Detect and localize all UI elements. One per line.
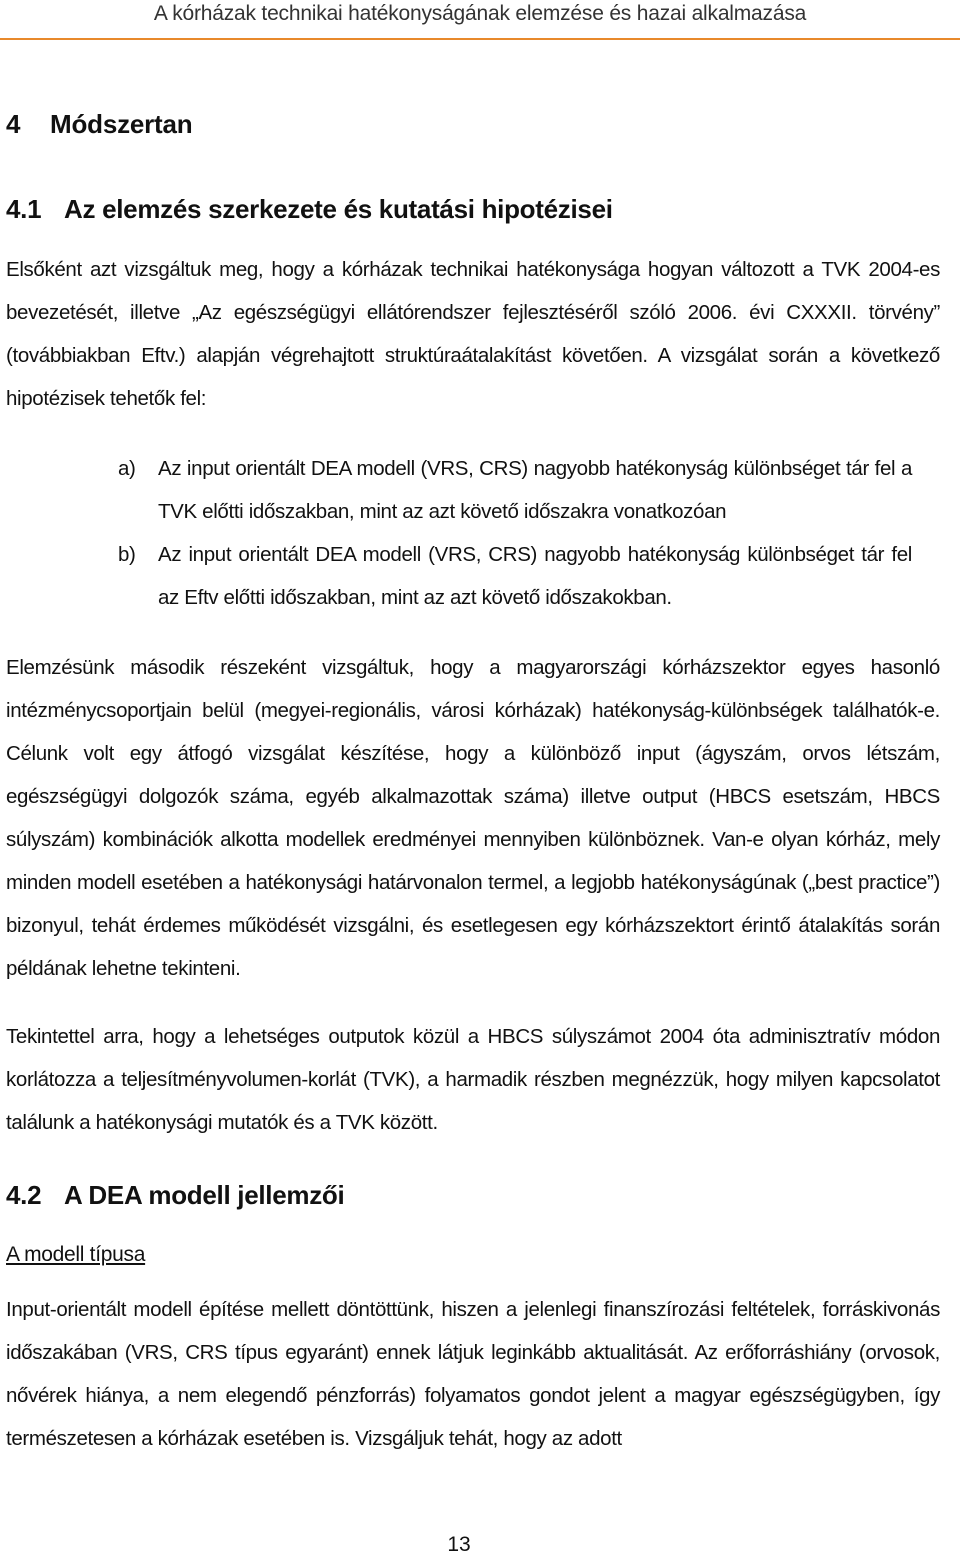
section-4-1-title: Az elemzés szerkezete és kutatási hipotézisei	[64, 194, 613, 224]
hypothesis-a	[118, 447, 912, 533]
paragraph-second-part: Elemzésünk második részeként vizsgáltuk, hogy a magyarországi kórházszektor egyes hasonló intézménycsoportjain belül (megyei-regionális, városi kórházak) hatékonyság-különbségek találhatók-e. Célunk volt egy átfogó vizsgálat készítése, hogy a különböző input (ágyszám, orvos létszám, egészségügyi dolgozók száma, egyéb alkalmazottak száma) illetve output (HBCS esetszám, HBCS súlyszám) kombinációk alkotta modellek eredményei mennyiben különböznek. Van-e olyan kórház, mely minden modell esetében a hatékonysági határvonalon termel, a legjobb hatékonyságúnak („best practice”) bizonyul, tehát érdemes működését vizsgálni, és esetlegesen egy kórházszektort érintő átalakítás során példának lehetne tekinteni.	[6, 656, 940, 980]
section-4-1-heading	[6, 193, 613, 225]
running-header-title: A kórházak technikai hatékonyságának elemzése és hazai alkalmazása	[153, 2, 807, 25]
section-4-2-number: 4.2	[6, 1180, 42, 1210]
paragraph-third-part: Tekintettel arra, hogy a lehetséges outputok közül a HBCS súlyszámot 2004 óta adminisztratív módon korlátozza a teljesítményvolumen-korlát (TVK), a harmadik részben megnézzük, hogy milyen kapcsolatot találunk a hatékonysági mutatók és a TVK között.	[6, 1025, 940, 1134]
section-4-2-heading	[6, 1179, 344, 1211]
section-4-number: 4	[6, 109, 21, 139]
running-header	[0, 0, 960, 40]
section-4-heading	[6, 108, 192, 140]
paragraph-intro: Elsőként azt vizsgáltuk meg, hogy a kórházak technikai hatékonysága hogyan változott a TVK 2004-es bevezetését, illetve „Az egészségügyi ellátórendszer fejlesztéséről szóló 2006. évi CXXXII. törvény” (továbbiakban Eftv.) alapján végrehajtott struktúraátalakítást követően. A vizsgálat során a következő hipotézisek tehetők fel:	[6, 258, 940, 410]
hypothesis-marker: b)	[118, 543, 136, 566]
section-4-1-number: 4.1	[6, 194, 42, 224]
page-number: 13	[447, 1533, 471, 1556]
hypothesis-text: Az input orientált DEA modell (VRS, CRS) nagyobb hatékonyság különbséget tár fel a TVK előtti időszakban, mint az azt követő időszakra vonatkozóan	[158, 457, 912, 523]
hypothesis-marker: a)	[118, 457, 136, 480]
hypothesis-text: Az input orientált DEA modell (VRS, CRS) nagyobb hatékonyság különbséget tár fel az Eftv előtti időszakban, mint az azt követő időszakokban.	[158, 543, 912, 609]
section-4-2-title: A DEA modell jellemzői	[64, 1180, 345, 1210]
hypothesis-b	[118, 533, 912, 619]
paragraph-model-type: Input-orientált modell építése mellett döntöttünk, hiszen a jelenlegi finanszírozási feltételek, forráskivonás időszakában (VRS, CRS típus egyaránt) ennek látjuk leginkább aktualitását. Az erőforráshiány (orvosok, nővérek hiánya, a nem elegendő pénzforrás) folyamatos gondot jelent a magyar egészségügyben, így természetesen a kórházak esetében is. Vizsgáljuk tehát, hogy az adott	[6, 1298, 940, 1450]
hypotheses-list	[118, 447, 912, 619]
model-type-subheading: A modell típusa	[6, 1243, 146, 1266]
section-4-title: Módszertan	[50, 109, 193, 139]
